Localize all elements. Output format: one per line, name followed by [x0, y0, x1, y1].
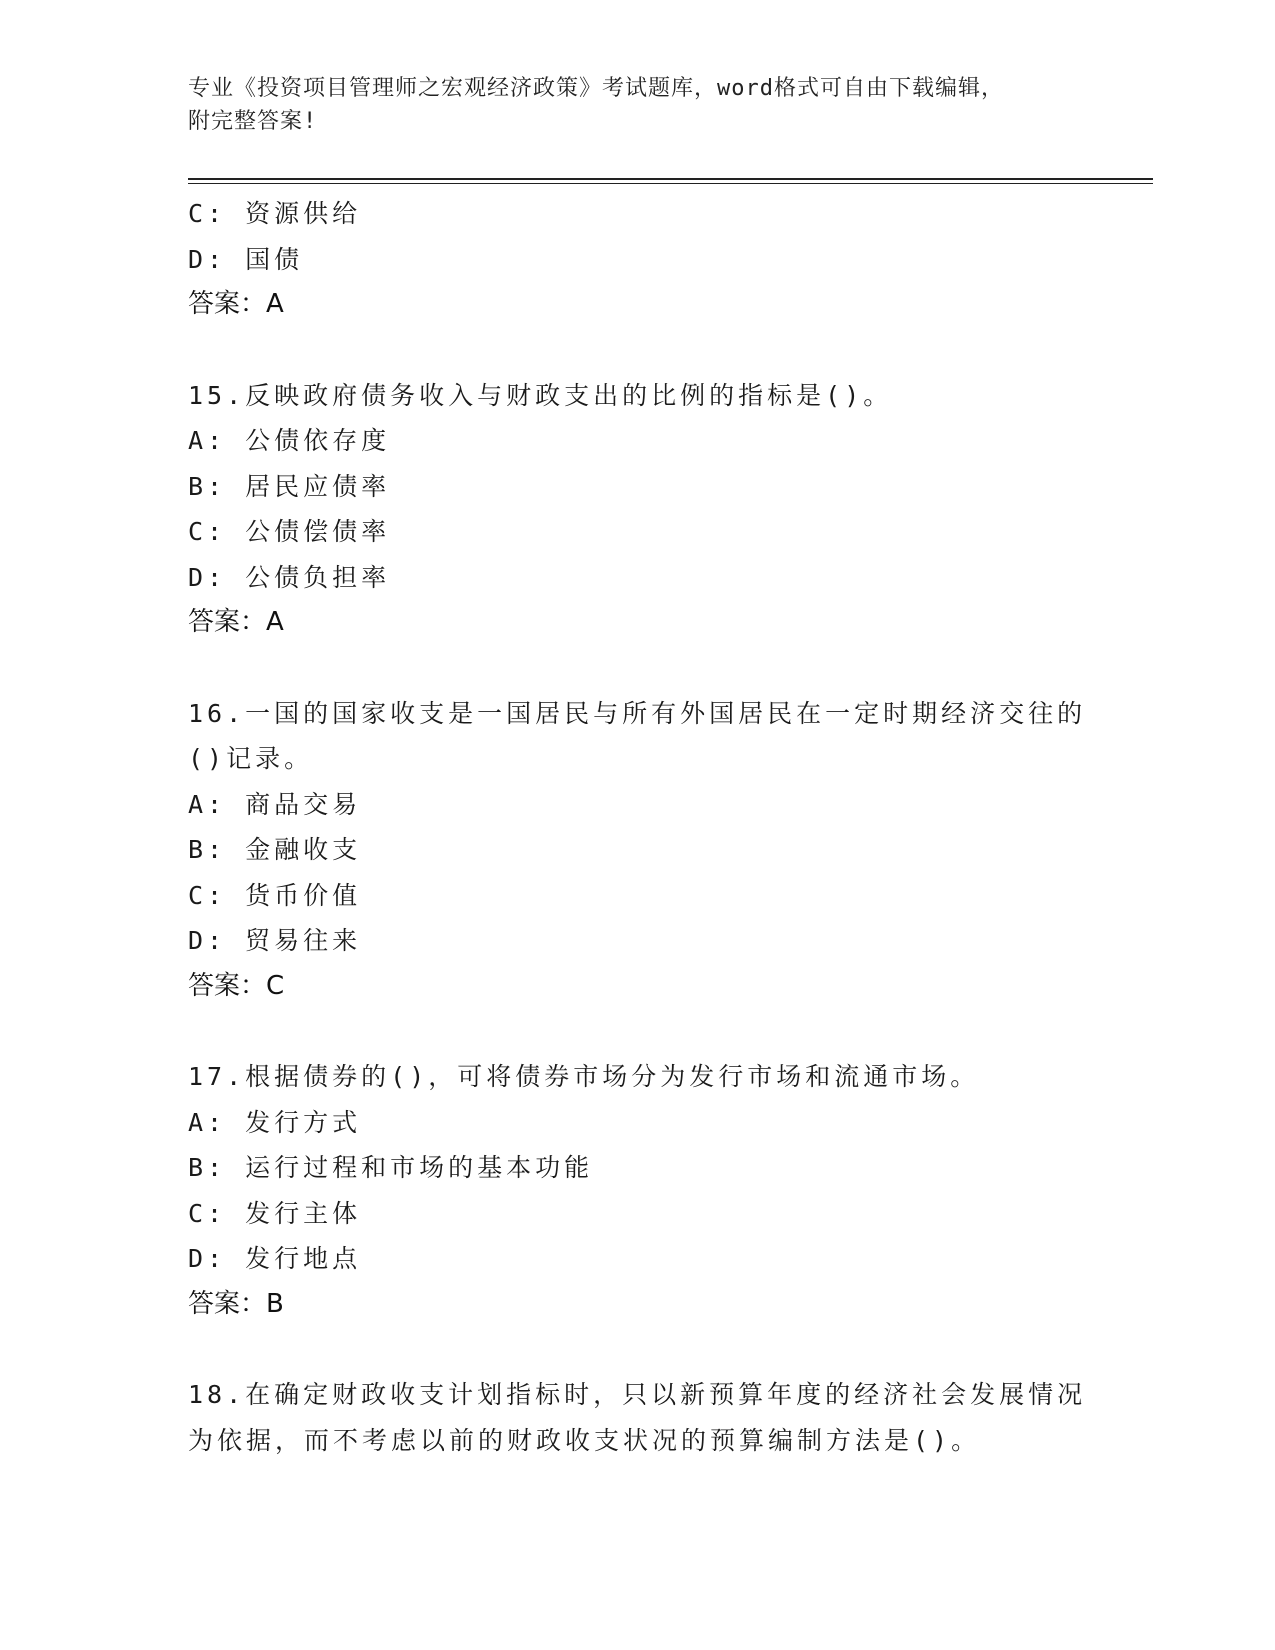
spacer [188, 328, 1088, 373]
spacer [188, 1009, 1088, 1054]
answer: 答案：A [188, 289, 284, 319]
question-list [188, 191, 1088, 1463]
answer: 答案：A [188, 607, 284, 637]
header-divider-thick [188, 178, 1153, 180]
question-block-14 [188, 191, 1088, 328]
question-block-16 [188, 691, 1088, 1010]
question-text-line-1: 16.一国的国家收支是一国居民与所有外国居民在一定时期经济交往的 [188, 698, 1087, 728]
option-c: C: 公债偿债率 [188, 517, 391, 546]
option-d: D: 贸易往来 [188, 926, 362, 955]
question-text: 17.根据债券的()，可将债券市场分为发行市场和流通市场。 [188, 1062, 980, 1091]
spacer [188, 646, 1088, 691]
answer: 答案：C [188, 970, 285, 1001]
option-d: D: 发行地点 [188, 1244, 362, 1273]
option-c: C: 资源供给 [188, 199, 362, 228]
option-b: B: 运行过程和市场的基本功能 [188, 1153, 594, 1182]
option-b: B: 金融收支 [188, 835, 362, 864]
question-block-15 [188, 373, 1088, 646]
header-title-line-1: 专业《投资项目管理师之宏观经济政策》考试题库，word格式可自由下载编辑， [188, 76, 1004, 101]
header-divider-thin [188, 183, 1153, 184]
option-a: A: 发行方式 [188, 1107, 362, 1137]
question-text-line-2: ()记录。 [188, 744, 314, 773]
option-d: D: 公债负担率 [188, 562, 391, 592]
header-title-line-2: 附完整答案! [188, 109, 318, 134]
option-c: C: 货币价值 [188, 880, 362, 910]
option-d: D: 国债 [188, 244, 304, 274]
question-text: 15.反映政府债务收入与财政支出的比例的指标是()。 [188, 380, 893, 410]
option-a: A: 商品交易 [188, 789, 362, 819]
question-text-line-1: 18.在确定财政收支计划指标时，只以新预算年度的经济社会发展情况 [188, 1380, 1087, 1409]
option-c: C: 发行主体 [188, 1198, 362, 1228]
question-text-line-2: 为依据，而不考虑以前的财政收支状况的预算编制方法是()。 [188, 1425, 981, 1455]
option-a: A: 公债依存度 [188, 426, 391, 455]
spacer [188, 1327, 1088, 1372]
document-header [188, 72, 1088, 138]
question-block-17 [188, 1054, 1088, 1327]
option-b: B: 居民应债率 [188, 471, 391, 501]
answer: 答案：B [188, 1288, 284, 1319]
question-block-18 [188, 1372, 1088, 1463]
